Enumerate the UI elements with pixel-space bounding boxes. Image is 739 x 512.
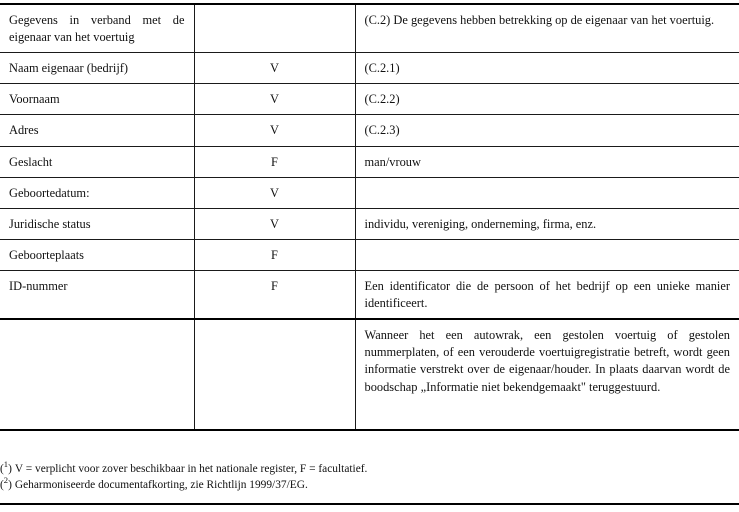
table-row	[0, 4, 739, 53]
vehicle-owner-data-table	[0, 3, 739, 431]
footnote-marker-number: 1	[3, 459, 9, 470]
cell-description: (C.2.3)	[355, 115, 739, 146]
footnote-line	[0, 461, 739, 477]
cell-description	[355, 239, 739, 270]
table-row	[0, 239, 739, 270]
footnote-marker-number: 2	[3, 475, 9, 486]
footnote-marker: ($^2$)	[0, 475, 12, 492]
cell-field-name: Juridische status	[0, 208, 194, 239]
cell-description: individu, vereniging, onderneming, firma, enz.	[355, 208, 739, 239]
table-row	[0, 319, 739, 430]
cell-field-name: ID-nummer	[0, 270, 194, 319]
cell-requirement-status: F	[194, 239, 355, 270]
table-row	[0, 115, 739, 146]
cell-description: man/vrouw	[355, 146, 739, 177]
cell-field-name: Voornaam	[0, 84, 194, 115]
cell-requirement-status: V	[194, 115, 355, 146]
cell-requirement-status: V	[194, 53, 355, 84]
table-row	[0, 84, 739, 115]
footnotes-block	[0, 461, 739, 493]
footnote-line	[0, 477, 739, 493]
cell-field-name: Naam eigenaar (bedrijf)	[0, 53, 194, 84]
table-row	[0, 53, 739, 84]
table-row	[0, 208, 739, 239]
cell-requirement-status: V	[194, 177, 355, 208]
cell-description	[355, 177, 739, 208]
footnote-text: V = verplicht voor zover beschikbaar in het nationale register, F = facultatief.	[14, 463, 368, 475]
cell-field-name: Geslacht	[0, 146, 194, 177]
cell-requirement-status: F	[194, 146, 355, 177]
cell-requirement-status	[194, 4, 355, 53]
footnote-marker: ($^1$)	[0, 459, 12, 475]
cell-requirement-status: F	[194, 270, 355, 319]
cell-description: (C.2.1)	[355, 53, 739, 84]
cell-field-name	[0, 319, 194, 430]
cell-field-name: Gegevens in verband met de eigenaar van het voertuig	[0, 4, 194, 53]
cell-description: Wanneer het een autowrak, een gestolen voertuig of gestolen nummerplaten, of een verouderde voertuigregistratie betreft, wordt geen informatie verstrekt over de eigenaar/houder. In plaats daarvan wordt de boodschap „Informatie niet bekendgemaakt" teruggestuurd.	[355, 319, 739, 430]
table-row	[0, 177, 739, 208]
table-body	[0, 4, 739, 430]
table-row	[0, 146, 739, 177]
cell-field-name: Geboorteplaats	[0, 239, 194, 270]
cell-requirement-status: V	[194, 208, 355, 239]
footnote-text: Geharmoniseerde documentafkorting, zie Richtlijn 1999/37/EG.	[14, 479, 308, 492]
table-row	[0, 270, 739, 319]
cell-field-name: Geboortedatum:	[0, 177, 194, 208]
cell-description: (C.2.2)	[355, 84, 739, 115]
cell-requirement-status	[194, 319, 355, 430]
bottom-rule-divider	[0, 503, 739, 505]
cell-field-name: Adres	[0, 115, 194, 146]
cell-requirement-status: V	[194, 84, 355, 115]
cell-description: Een identificator die de persoon of het bedrijf op een unieke manier identificeert.	[355, 270, 739, 319]
cell-description: (C.2) De gegevens hebben betrekking op de eigenaar van het voertuig.	[355, 4, 739, 53]
